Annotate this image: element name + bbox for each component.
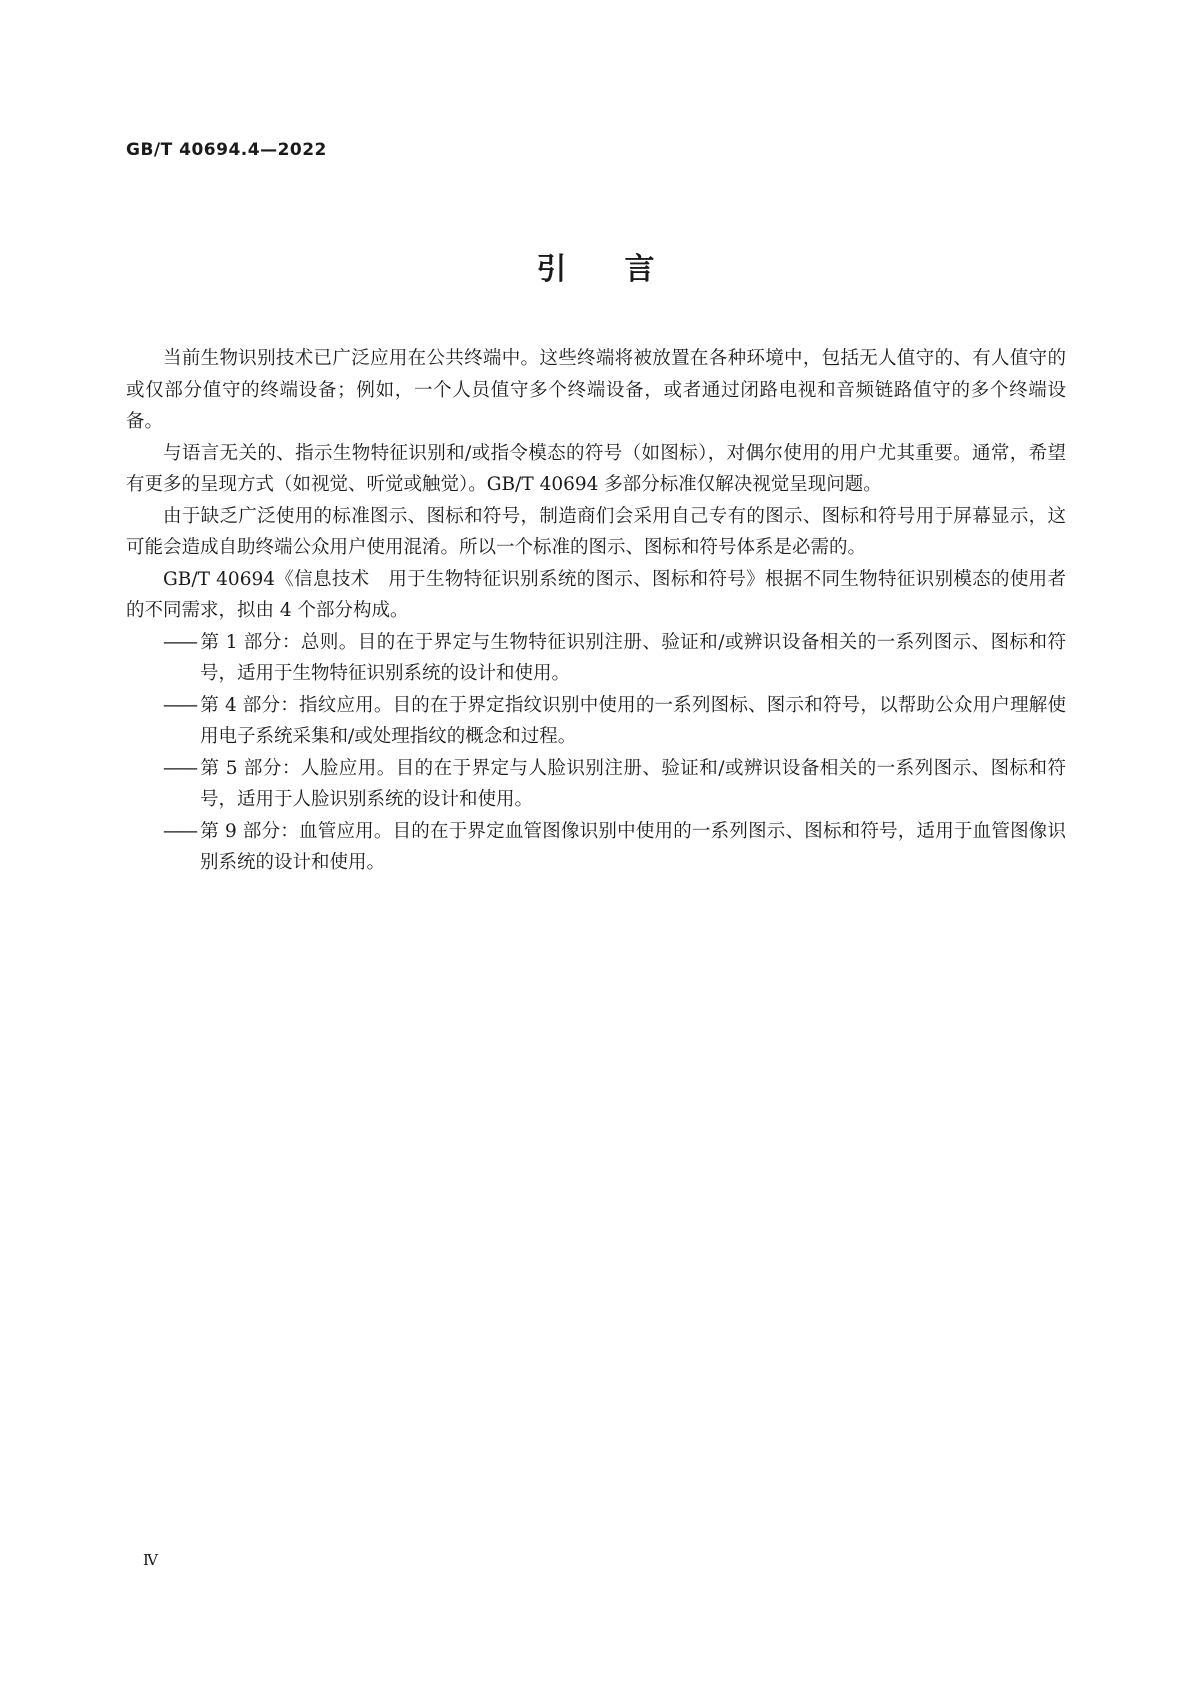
section-title: 引言 bbox=[536, 252, 713, 287]
page-number: Ⅳ bbox=[143, 1551, 158, 1569]
list-item-text: 第 4 部分：指纹应用。目的在于界定指纹识别中使用的一系列图标、图示和符号，以帮助公众用户理解使用电子系统采集和/或处理指纹的概念和过程。 bbox=[200, 694, 1066, 747]
paragraph-1: 当前生物识别技术已广泛应用在公共终端中。这些终端将被放置在各种环境中，包括无人值守的、有人值守的或仅部分值守的终端设备；例如，一个人员值守多个终端设备，或者通过闭路电视和音频链路值守的多个终端设备。 bbox=[126, 348, 1066, 432]
introduction-body bbox=[126, 343, 1066, 879]
paragraph-4: GB/T 40694《信息技术 用于生物特征识别系统的图示、图标和符号》根据不同生物特征识别模态的使用者的不同需求，拟由 4 个部分构成。 bbox=[126, 568, 1066, 621]
list-item-part-4 bbox=[126, 690, 1066, 753]
paragraph-3: 由于缺乏广泛使用的标准图示、图标和符号，制造商们会采用自己专有的图示、图标和符号用于屏幕显示，这可能会造成自助终端公众用户使用混淆。所以一个标准的图示、图标和符号体系是必需的。 bbox=[126, 505, 1066, 558]
list-item-part-5 bbox=[126, 753, 1066, 816]
list-dash: —— bbox=[163, 694, 196, 716]
list-dash: —— bbox=[163, 757, 196, 779]
list-item-text: 第 5 部分：人脸应用。目的在于界定与人脸识别注册、验证和/或辨识设备相关的一系列图示、图标和符号，适用于人脸识别系统的设计和使用。 bbox=[200, 757, 1066, 810]
list-dash: —— bbox=[163, 820, 196, 842]
list-dash: —— bbox=[163, 631, 196, 653]
list-item-part-9 bbox=[126, 816, 1066, 879]
list-item-text: 第 1 部分：总则。目的在于界定与生物特征识别注册、验证和/或辨识设备相关的一系列图示、图标和符号，适用于生物特征识别系统的设计和使用。 bbox=[200, 631, 1066, 684]
paragraph-2: 与语言无关的、指示生物特征识别和/或指令模态的符号（如图标），对偶尔使用的用户尤其重要。通常，希望有更多的呈现方式（如视觉、听觉或触觉）。GB/T 40694 多部分标准仅解决视觉呈现问题。 bbox=[126, 442, 1066, 495]
standard-code-header: GB/T 40694.4—2022 bbox=[126, 140, 327, 160]
list-item-part-1 bbox=[126, 627, 1066, 690]
list-item-text: 第 9 部分：血管应用。目的在于界定血管图像识别中使用的一系列图示、图标和符号，适用于血管图像识别系统的设计和使用。 bbox=[200, 820, 1066, 873]
